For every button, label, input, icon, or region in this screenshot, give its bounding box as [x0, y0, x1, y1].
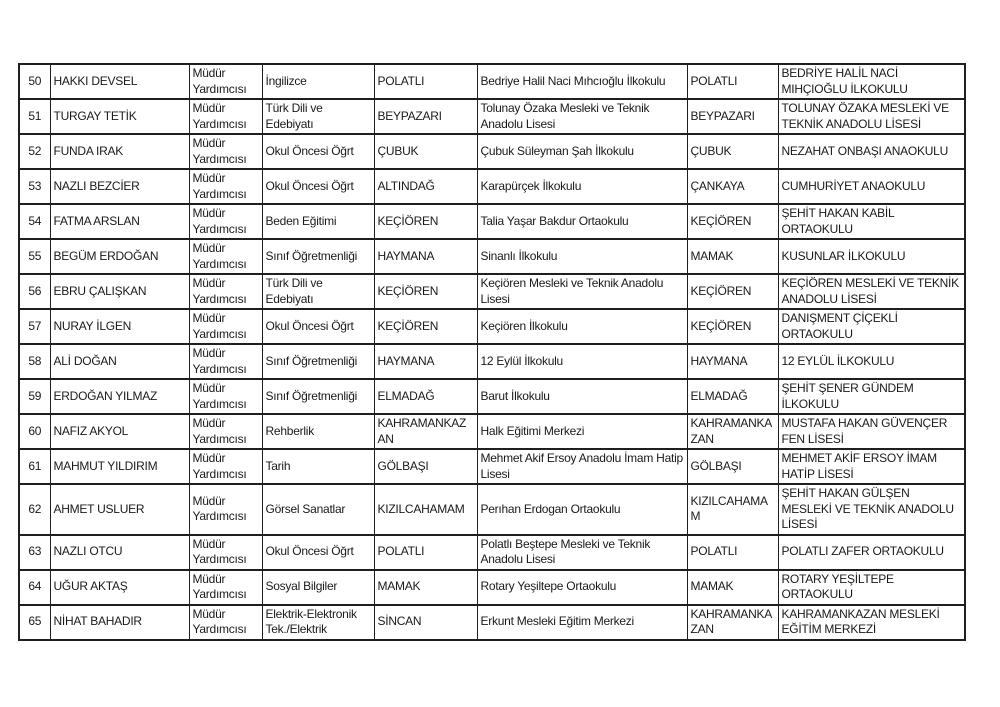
branch-cell: Sınıf Öğretmenliği: [262, 379, 374, 414]
to-district-cell: KAHRAMANKAZAN: [687, 414, 778, 449]
row-number-cell: 53: [19, 169, 50, 204]
from-district-cell: ELMADAĞ: [374, 379, 477, 414]
title-cell: Müdür Yardımcısı: [189, 204, 262, 239]
from-school-cell: Barut İlkokulu: [477, 379, 687, 414]
to-district-cell: KEÇİÖREN: [687, 274, 778, 309]
branch-cell: Beden Eğitimi: [262, 204, 374, 239]
to-district-cell: ÇANKAYA: [687, 169, 778, 204]
from-school-cell: Tolunay Özaka Mesleki ve Teknik Anadolu Lisesi: [477, 99, 687, 134]
from-school-cell: 12 Eylül İlkokulu: [477, 344, 687, 379]
branch-cell: Rehberlik: [262, 414, 374, 449]
name-cell: ERDOĞAN YILMAZ: [50, 379, 189, 414]
to-school-cell: CUMHURİYET ANAOKULU: [778, 169, 965, 204]
branch-cell: Elektrik-Elektronik Tek./Elektrik: [262, 605, 374, 640]
table-row: [19, 570, 965, 605]
table-row: [19, 535, 965, 570]
from-school-cell: Halk Eğitimi Merkezi: [477, 414, 687, 449]
table-row: [19, 414, 965, 449]
title-cell: Müdür Yardımcısı: [189, 169, 262, 204]
from-school-cell: Mehmet Akif Ersoy Anadolu İmam Hatip Lisesi: [477, 449, 687, 484]
to-school-cell: ŞEHİT HAKAN KABİL ORTAOKULU: [778, 204, 965, 239]
to-school-cell: TOLUNAY ÖZAKA MESLEKİ VE TEKNİK ANADOLU LİSESİ: [778, 99, 965, 134]
from-district-cell: KEÇİÖREN: [374, 204, 477, 239]
name-cell: NİHAT BAHADIR: [50, 605, 189, 640]
branch-cell: Okul Öncesi Öğrt: [262, 134, 374, 169]
title-cell: Müdür Yardımcısı: [189, 379, 262, 414]
row-number-cell: 55: [19, 239, 50, 274]
to-school-cell: NEZAHAT ONBAŞI ANAOKULU: [778, 134, 965, 169]
row-number-cell: 57: [19, 309, 50, 344]
from-district-cell: KEÇİÖREN: [374, 309, 477, 344]
to-school-cell: ŞEHİT ŞENER GÜNDEM İLKOKULU: [778, 379, 965, 414]
from-district-cell: MAMAK: [374, 570, 477, 605]
row-number-cell: 62: [19, 484, 50, 535]
to-district-cell: KEÇİÖREN: [687, 204, 778, 239]
table-row: [19, 274, 965, 309]
to-district-cell: KEÇİÖREN: [687, 309, 778, 344]
table-row: [19, 204, 965, 239]
to-school-cell: KUSUNLAR İLKOKULU: [778, 239, 965, 274]
to-district-cell: KAHRAMANKAZAN: [687, 605, 778, 640]
title-cell: Müdür Yardımcısı: [189, 484, 262, 535]
from-district-cell: HAYMANA: [374, 344, 477, 379]
to-district-cell: KIZILCAHAMAM: [687, 484, 778, 535]
name-cell: HAKKI DEVSEL: [50, 64, 189, 99]
to-school-cell: ŞEHİT HAKAN GÜLŞEN MESLEKİ VE TEKNİK ANADOLU LİSESİ: [778, 484, 965, 535]
branch-cell: Okul Öncesi Öğrt: [262, 309, 374, 344]
name-cell: UĞUR AKTAŞ: [50, 570, 189, 605]
from-school-cell: Keçiören İlkokulu: [477, 309, 687, 344]
name-cell: AHMET USLUER: [50, 484, 189, 535]
row-number-cell: 61: [19, 449, 50, 484]
title-cell: Müdür Yardımcısı: [189, 309, 262, 344]
title-cell: Müdür Yardımcısı: [189, 605, 262, 640]
table-row: [19, 239, 965, 274]
title-cell: Müdür Yardımcısı: [189, 449, 262, 484]
title-cell: Müdür Yardımcısı: [189, 535, 262, 570]
to-school-cell: ROTARY YEŞİLTEPE ORTAOKULU: [778, 570, 965, 605]
name-cell: NAZLI OTCU: [50, 535, 189, 570]
name-cell: NURAY İLGEN: [50, 309, 189, 344]
to-school-cell: KAHRAMANKAZAN MESLEKİ EĞİTİM MERKEZİ: [778, 605, 965, 640]
branch-cell: Türk Dili ve Edebiyatı: [262, 274, 374, 309]
to-district-cell: BEYPAZARI: [687, 99, 778, 134]
name-cell: TURGAY TETİK: [50, 99, 189, 134]
row-number-cell: 65: [19, 605, 50, 640]
to-district-cell: GÖLBAŞI: [687, 449, 778, 484]
branch-cell: Türk Dili ve Edebiyatı: [262, 99, 374, 134]
branch-cell: Tarih: [262, 449, 374, 484]
row-number-cell: 54: [19, 204, 50, 239]
table-row: [19, 449, 965, 484]
branch-cell: Görsel Sanatlar: [262, 484, 374, 535]
from-district-cell: POLATLI: [374, 535, 477, 570]
assignments-table-body: [19, 64, 965, 640]
branch-cell: Sosyal Bilgiler: [262, 570, 374, 605]
to-school-cell: MUSTAFA HAKAN GÜVENÇER FEN LİSESİ: [778, 414, 965, 449]
name-cell: NAFIZ AKYOL: [50, 414, 189, 449]
row-number-cell: 63: [19, 535, 50, 570]
row-number-cell: 50: [19, 64, 50, 99]
to-district-cell: ELMADAĞ: [687, 379, 778, 414]
table-row: [19, 134, 965, 169]
name-cell: EBRU ÇALIŞKAN: [50, 274, 189, 309]
from-district-cell: HAYMANA: [374, 239, 477, 274]
to-school-cell: 12 EYLÜL İLKOKULU: [778, 344, 965, 379]
table-row: [19, 379, 965, 414]
from-school-cell: Polatlı Beştepe Mesleki ve Teknik Anadolu Lisesi: [477, 535, 687, 570]
from-school-cell: Bedriye Halil Naci Mıhcıoğlu İlkokulu: [477, 64, 687, 99]
row-number-cell: 56: [19, 274, 50, 309]
table-row: [19, 64, 965, 99]
title-cell: Müdür Yardımcısı: [189, 344, 262, 379]
title-cell: Müdür Yardımcısı: [189, 274, 262, 309]
name-cell: BEGÜM ERDOĞAN: [50, 239, 189, 274]
title-cell: Müdür Yardımcısı: [189, 570, 262, 605]
table-row: [19, 169, 965, 204]
title-cell: Müdür Yardımcısı: [189, 99, 262, 134]
branch-cell: Sınıf Öğretmenliği: [262, 239, 374, 274]
from-school-cell: Rotary Yeşiltepe Ortaokulu: [477, 570, 687, 605]
branch-cell: Sınıf Öğretmenliği: [262, 344, 374, 379]
to-district-cell: ÇUBUK: [687, 134, 778, 169]
from-district-cell: GÖLBAŞI: [374, 449, 477, 484]
to-school-cell: BEDRİYE HALİL NACİ MIHÇIOĞLU İLKOKULU: [778, 64, 965, 99]
from-school-cell: Perıhan Erdogan Ortaokulu: [477, 484, 687, 535]
from-district-cell: KAHRAMANKAZAN: [374, 414, 477, 449]
assignments-table: [18, 63, 966, 641]
table-row: [19, 99, 965, 134]
to-district-cell: MAMAK: [687, 570, 778, 605]
from-school-cell: Çubuk Süleyman Şah İlkokulu: [477, 134, 687, 169]
row-number-cell: 51: [19, 99, 50, 134]
from-school-cell: Talia Yaşar Bakdur Ortaokulu: [477, 204, 687, 239]
table-row: [19, 484, 965, 535]
title-cell: Müdür Yardımcısı: [189, 64, 262, 99]
name-cell: MAHMUT YILDIRIM: [50, 449, 189, 484]
row-number-cell: 52: [19, 134, 50, 169]
name-cell: FATMA ARSLAN: [50, 204, 189, 239]
name-cell: NAZLI BEZCİER: [50, 169, 189, 204]
from-district-cell: KIZILCAHAMAM: [374, 484, 477, 535]
name-cell: ALİ DOĞAN: [50, 344, 189, 379]
to-district-cell: MAMAK: [687, 239, 778, 274]
to-district-cell: POLATLI: [687, 535, 778, 570]
to-school-cell: POLATLI ZAFER ORTAOKULU: [778, 535, 965, 570]
from-district-cell: POLATLI: [374, 64, 477, 99]
from-district-cell: ALTINDAĞ: [374, 169, 477, 204]
table-row: [19, 344, 965, 379]
from-school-cell: Sinanlı İlkokulu: [477, 239, 687, 274]
from-school-cell: Karapürçek İlkokulu: [477, 169, 687, 204]
branch-cell: Okul Öncesi Öğrt: [262, 535, 374, 570]
table-row: [19, 309, 965, 344]
from-district-cell: BEYPAZARI: [374, 99, 477, 134]
from-district-cell: KEÇİÖREN: [374, 274, 477, 309]
title-cell: Müdür Yardımcısı: [189, 134, 262, 169]
to-district-cell: POLATLI: [687, 64, 778, 99]
from-district-cell: SİNCAN: [374, 605, 477, 640]
row-number-cell: 58: [19, 344, 50, 379]
branch-cell: Okul Öncesi Öğrt: [262, 169, 374, 204]
row-number-cell: 59: [19, 379, 50, 414]
to-school-cell: DANIŞMENT ÇİÇEKLİ ORTAOKULU: [778, 309, 965, 344]
name-cell: FUNDA IRAK: [50, 134, 189, 169]
from-school-cell: Erkunt Mesleki Eğitim Merkezi: [477, 605, 687, 640]
title-cell: Müdür Yardımcısı: [189, 414, 262, 449]
title-cell: Müdür Yardımcısı: [189, 239, 262, 274]
row-number-cell: 60: [19, 414, 50, 449]
from-district-cell: ÇUBUK: [374, 134, 477, 169]
row-number-cell: 64: [19, 570, 50, 605]
table-row: [19, 605, 965, 640]
to-school-cell: MEHMET AKİF ERSOY İMAM HATİP LİSESİ: [778, 449, 965, 484]
to-school-cell: KEÇİÖREN MESLEKİ VE TEKNİK ANADOLU LİSESİ: [778, 274, 965, 309]
from-school-cell: Keçiören Mesleki ve Teknik Anadolu Lisesi: [477, 274, 687, 309]
branch-cell: İngilizce: [262, 64, 374, 99]
to-district-cell: HAYMANA: [687, 344, 778, 379]
